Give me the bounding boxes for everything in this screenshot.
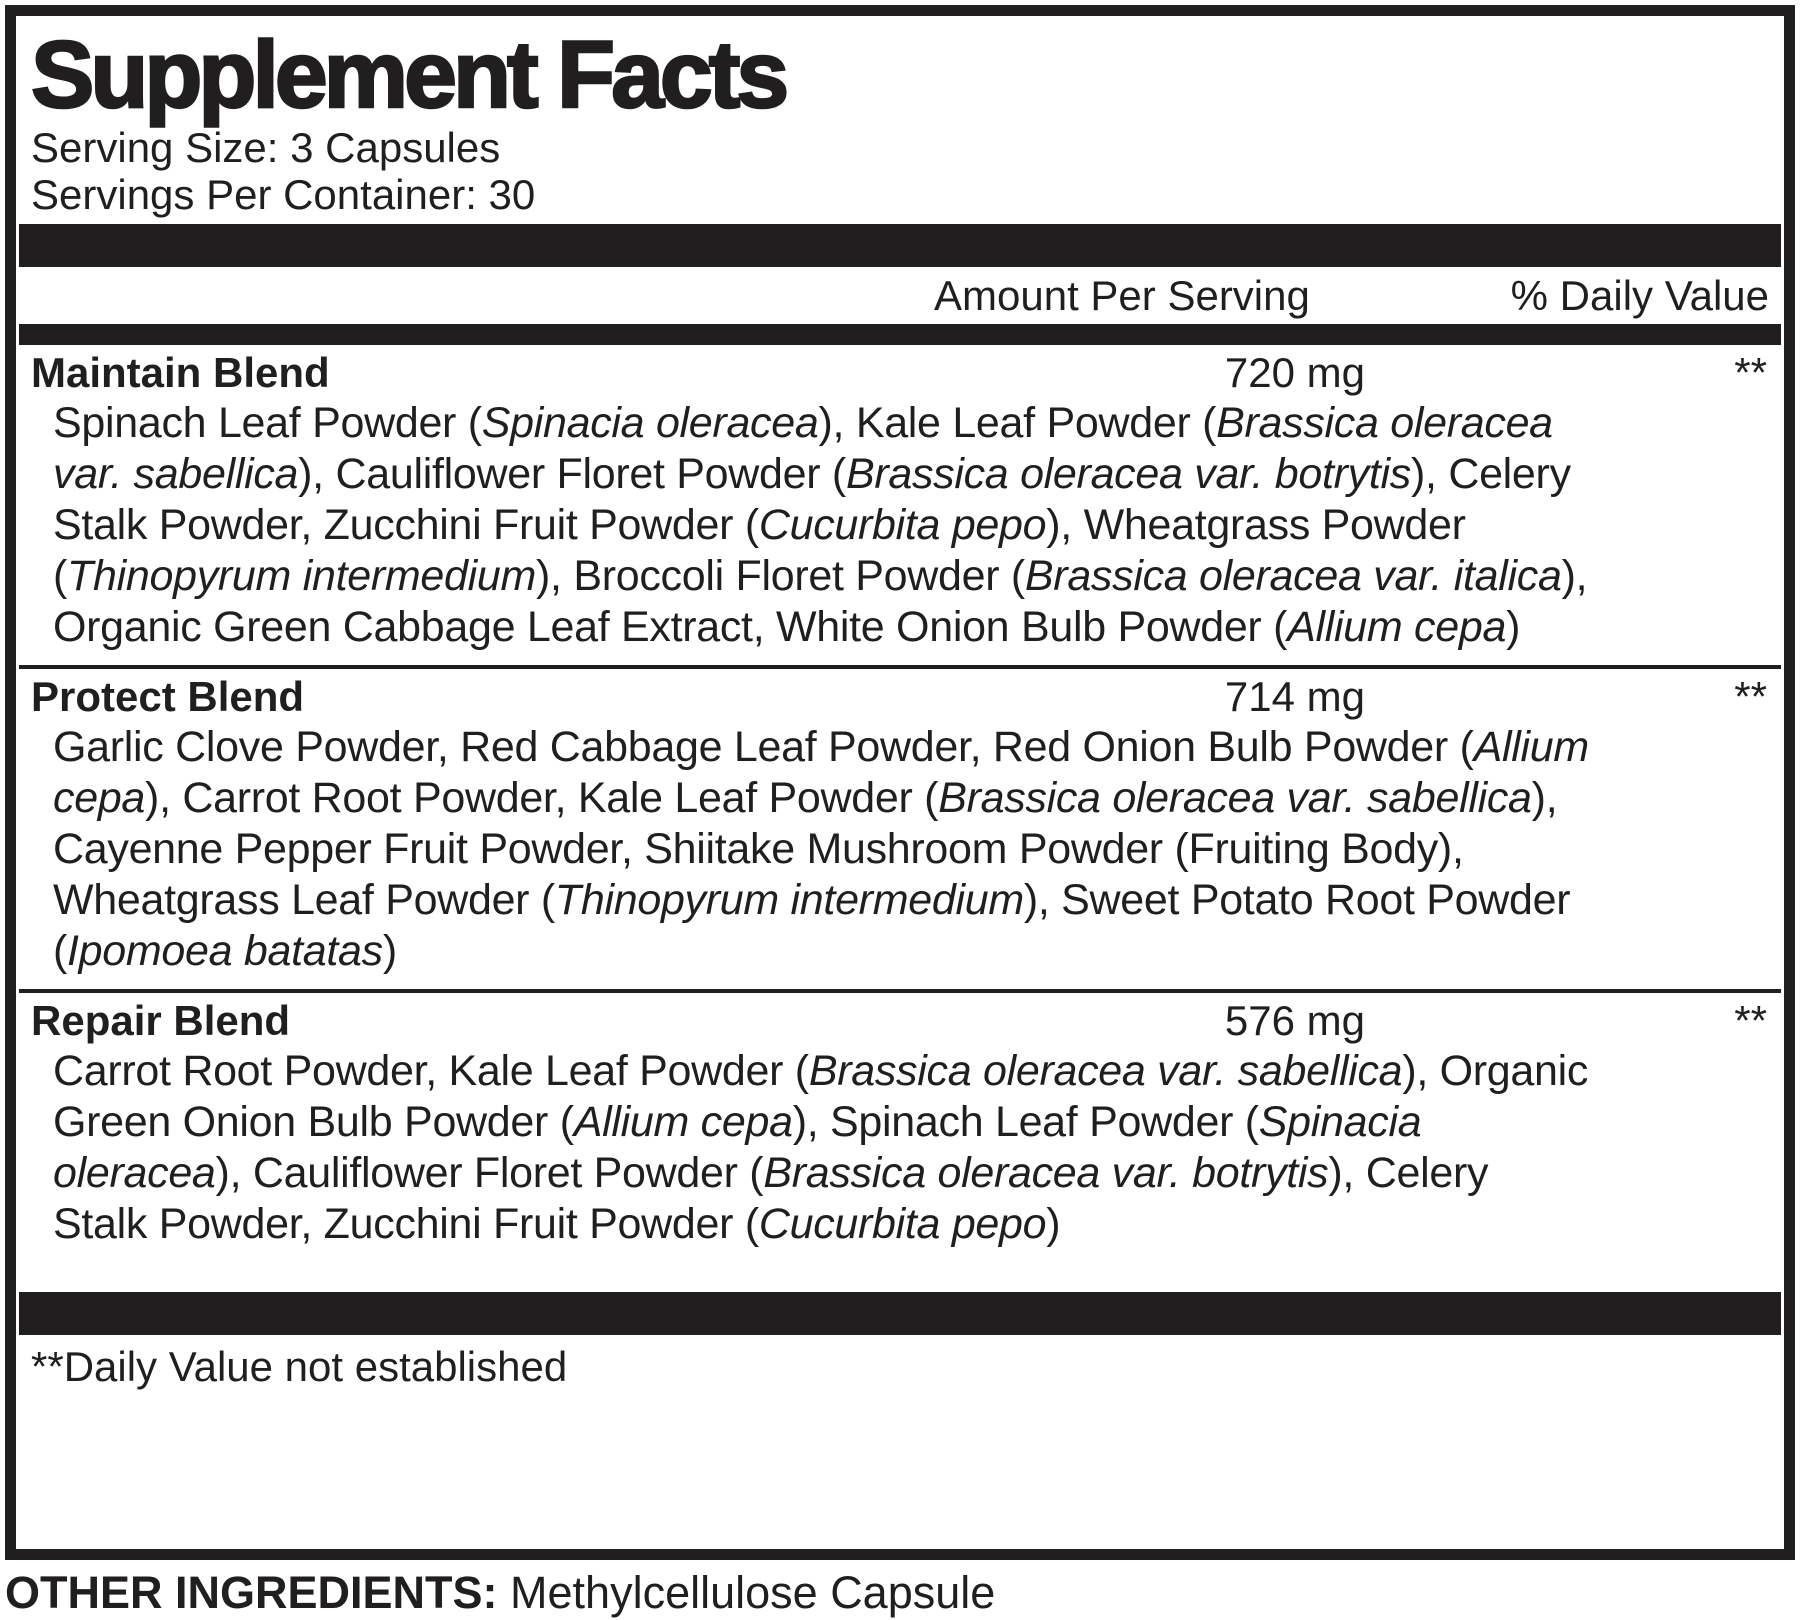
blend-row-repair — [31, 993, 1769, 1044]
column-header-daily-value: % Daily Value — [1510, 271, 1769, 319]
blend-ingredients-protect: Garlic Clove Powder, Red Cabbage Leaf Powder, Red Onion Bulb Powder (Allium cepa), Carrot Root Powder, Kale Leaf Powder (Brassica oleracea var. sabellica), Cayenne Pepper Fruit Powder, Shiitake Mushroom Powder (Fruiting Body), Wheatgrass Leaf Powder (Thinopyrum intermedium), Sweet Potato Root Powder (Ipomoea batatas) — [53, 723, 1589, 975]
blend-name: Maintain Blend — [31, 349, 330, 396]
divider-bar-bottom — [19, 1292, 1781, 1335]
daily-value-footnote: **Daily Value not established — [31, 1343, 568, 1390]
blend-row-protect — [31, 669, 1769, 720]
serving-size: Serving Size: 3 Capsules — [31, 124, 501, 171]
servings-per-container: Servings Per Container: 30 — [31, 171, 536, 218]
divider-bar-top — [19, 224, 1781, 267]
panel-title: Supplement Facts — [31, 22, 786, 128]
other-ingredients-value: Methylcellulose Capsule — [510, 1567, 996, 1618]
column-header-row — [31, 267, 1769, 324]
supplement-facts-panel — [5, 5, 1795, 1560]
blend-daily-value: ** — [1734, 673, 1767, 720]
other-ingredients — [5, 1568, 995, 1618]
other-ingredients-label: OTHER INGREDIENTS: — [5, 1567, 498, 1618]
blend-amount: 714 mg — [1224, 673, 1365, 720]
blend-name: Repair Blend — [31, 997, 291, 1044]
blend-amount: 720 mg — [1224, 349, 1365, 396]
blend-name: Protect Blend — [31, 673, 305, 720]
column-header-amount: Amount Per Serving — [934, 271, 1310, 319]
blend-ingredients-repair: Carrot Root Powder, Kale Leaf Powder (Brassica oleracea var. sabellica), Organic Green Onion Bulb Powder (Allium cepa), Spinach Leaf Powder (Spinacia oleracea), Cauliflower Floret Powder (Brassica oleracea var. botrytis), Celery Stalk Powder, Zucchini Fruit Powder (Cucurbita pepo) — [53, 1047, 1589, 1248]
blend-row-maintain — [31, 345, 1769, 396]
blend-daily-value: ** — [1734, 997, 1767, 1044]
blend-ingredients-maintain: Spinach Leaf Powder (Spinacia oleracea), Kale Leaf Powder (Brassica oleracea var. sabellica), Cauliflower Floret Powder (Brassica oleracea var. botrytis), Celery Stalk Powder, Zucchini Fruit Powder (Cucurbita pepo), Wheatgrass Powder (Thinopyrum intermedium), Broccoli Floret Powder (Brassica oleracea var. italica), Organic Green Cabbage Leaf Extract, White Onion Bulb Powder (Allium cepa) — [53, 399, 1588, 651]
divider-bar-header — [19, 324, 1781, 345]
blend-daily-value: ** — [1734, 349, 1767, 396]
blend-amount: 576 mg — [1224, 997, 1365, 1044]
